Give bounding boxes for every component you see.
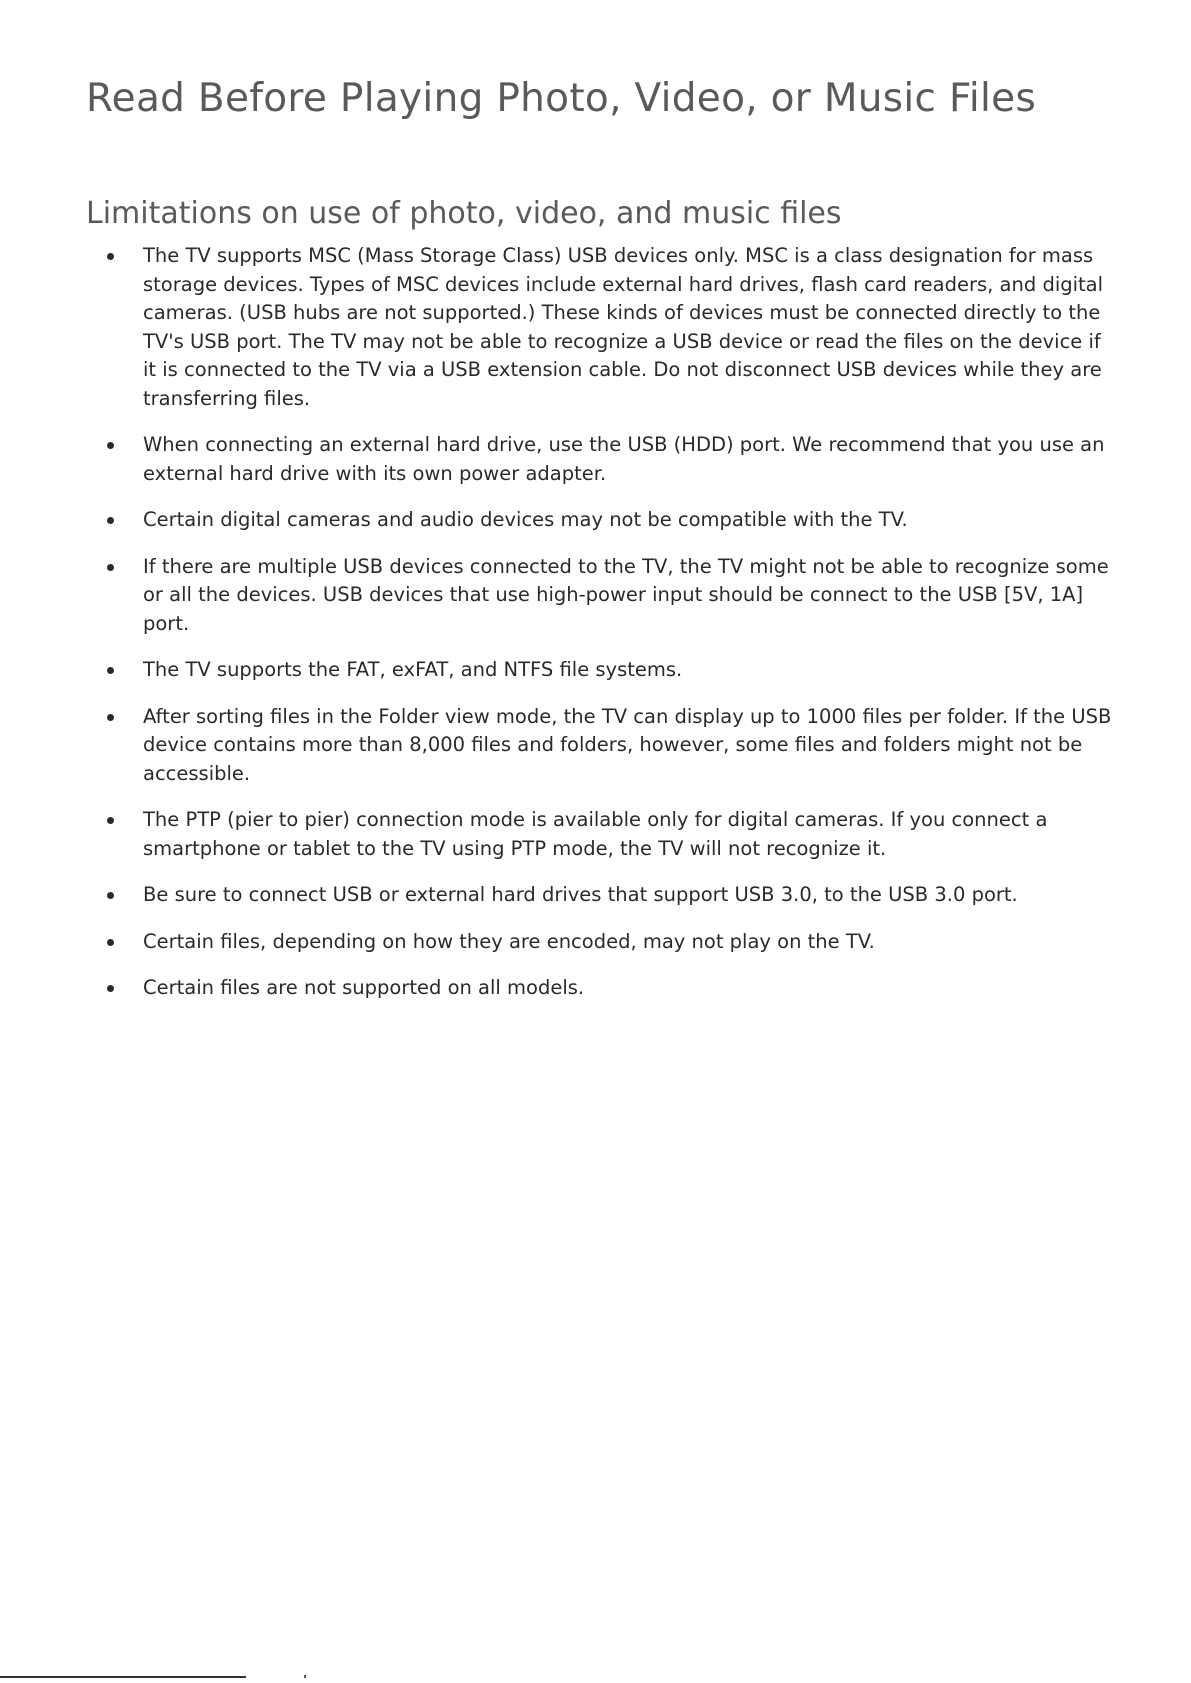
list-item [95, 553, 1120, 639]
bullet-icon [107, 892, 114, 899]
list-item [95, 242, 1120, 413]
list-item-text: The TV supports the FAT, exFAT, and NTFS file systems. [143, 658, 683, 681]
bullet-icon [107, 939, 114, 946]
footer-divider [0, 1676, 246, 1678]
list-item-text: Certain files, depending on how they are encoded, may not play on the TV. [143, 929, 875, 953]
footer-mark [304, 1675, 306, 1678]
bullet-icon [107, 517, 114, 524]
list-item [95, 431, 1120, 488]
bullet-icon [107, 817, 114, 824]
bullet-icon [107, 253, 114, 260]
list-item [95, 881, 1120, 910]
bullet-icon [107, 667, 114, 674]
list-item [95, 928, 1120, 957]
page-title: Read Before Playing Photo, Video, or Music Files [86, 76, 1037, 121]
list-item-text: Certain files are not supported on all models. [143, 976, 585, 999]
list-item-text: When connecting an external hard drive, use the USB (HDD) port. We recommend that you use an external hard drive with its own power adapter. [143, 433, 1105, 485]
bullet-icon [107, 714, 114, 721]
bullet-icon [107, 442, 114, 449]
list-item-text: Be sure to connect USB or external hard drives that support USB 3.0, to the USB 3.0 port. [143, 883, 1018, 906]
section-title: Limitations on use of photo, video, and music files [86, 196, 842, 231]
list-item-text: Certain digital cameras and audio devices may not be compatible with the TV. [143, 508, 908, 531]
list-item-text: The PTP (pier to pier) connection mode is available only for digital cameras. If you connect a smartphone or tablet to the TV using PTP mode, the TV will not recognize it. [143, 808, 1048, 860]
list-item [95, 506, 1120, 535]
list-item-text: After sorting files in the Folder view mode, the TV can display up to 1000 files per folder. If the USB device contains more than 8,000 files and folders, however, some files and folders might not be accessible. [143, 704, 1112, 785]
limitations-list [95, 242, 1120, 1021]
list-item [95, 806, 1120, 863]
list-item [95, 974, 1120, 1003]
list-item [95, 656, 1120, 685]
list-item-text: If there are multiple USB devices connected to the TV, the TV might not be able to recognize some or all the devices. USB devices that use high-power input should be connect to the USB [5V, 1A] port. [143, 554, 1109, 635]
bullet-icon [107, 564, 114, 571]
list-item [95, 703, 1120, 789]
bullet-icon [107, 985, 114, 992]
list-item-text: The TV supports MSC (Mass Storage Class) USB devices only. MSC is a class designation for mass storage devices. Types of MSC devices include external hard drives, flash card readers, and digital cameras. (USB hubs are not supported.) These kinds of devices must be connected directly to the TV's USB port. The TV may not be able to recognize a USB device or read the files on the device if it is connected to the TV via a USB extension cable. Do not disconnect USB devices while they are transferring files. [143, 244, 1104, 410]
